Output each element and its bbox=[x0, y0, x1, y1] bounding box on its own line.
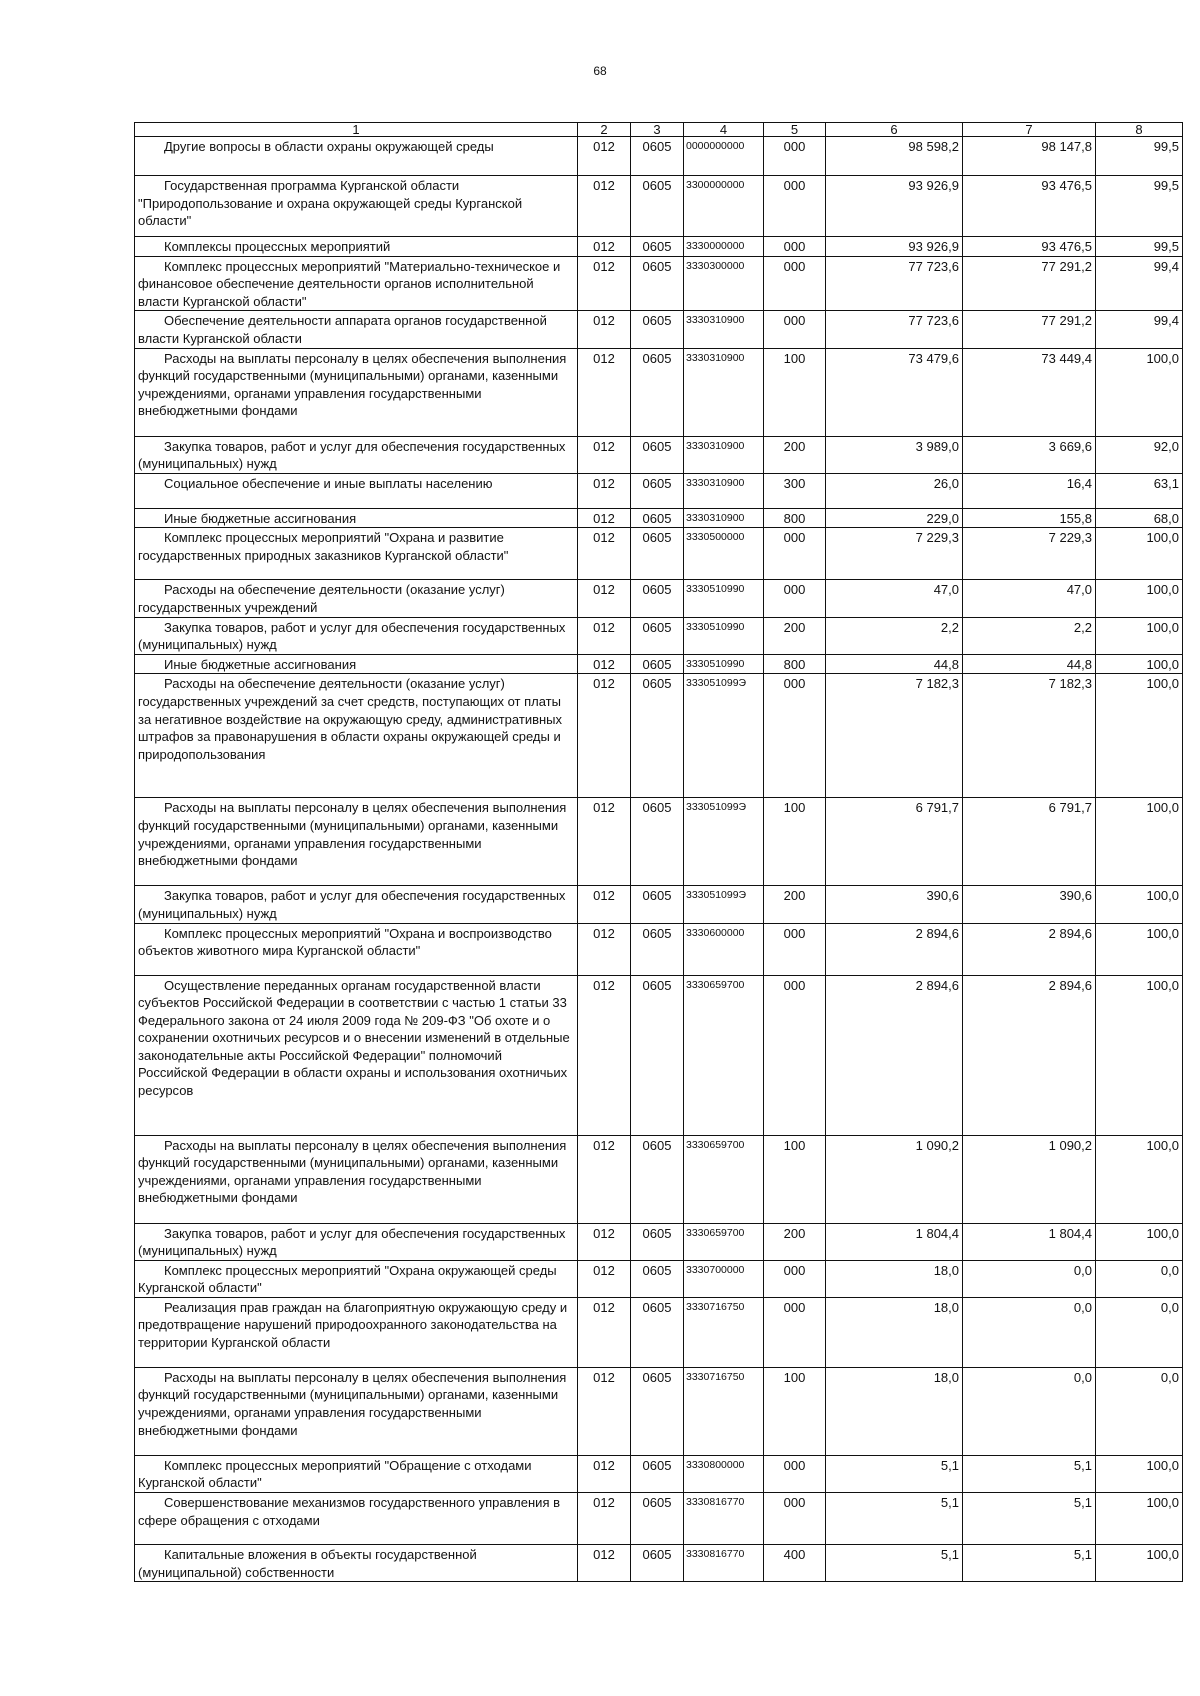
row-percent: 100,0 bbox=[1096, 528, 1183, 580]
row-actual-amount: 47,0 bbox=[963, 580, 1096, 617]
row-percent: 100,0 bbox=[1096, 1223, 1183, 1260]
row-section-code: 0605 bbox=[631, 798, 684, 886]
table-row bbox=[135, 1297, 1183, 1367]
row-planned-amount: 5,1 bbox=[826, 1455, 963, 1492]
row-name bbox=[135, 311, 578, 348]
row-expense-type: 200 bbox=[764, 1223, 826, 1260]
row-percent: 99,5 bbox=[1096, 237, 1183, 257]
column-header: 3 bbox=[631, 123, 684, 137]
row-expense-type: 000 bbox=[764, 674, 826, 798]
row-section-code: 0605 bbox=[631, 1367, 684, 1455]
row-admin-code: 012 bbox=[578, 798, 631, 886]
row-planned-amount: 7 182,3 bbox=[826, 674, 963, 798]
row-actual-amount: 7 229,3 bbox=[963, 528, 1096, 580]
row-planned-amount: 390,6 bbox=[826, 886, 963, 923]
column-header: 1 bbox=[135, 123, 578, 137]
row-percent: 100,0 bbox=[1096, 886, 1183, 923]
column-header: 8 bbox=[1096, 123, 1183, 137]
row-percent: 100,0 bbox=[1096, 923, 1183, 975]
row-section-code: 0605 bbox=[631, 1260, 684, 1297]
row-admin-code: 012 bbox=[578, 473, 631, 508]
table-row bbox=[135, 237, 1183, 257]
row-target-code: 3330659700 bbox=[684, 975, 764, 1135]
table-row bbox=[135, 654, 1183, 674]
row-planned-amount: 1 804,4 bbox=[826, 1223, 963, 1260]
row-admin-code: 012 bbox=[578, 508, 631, 528]
row-section-code: 0605 bbox=[631, 176, 684, 237]
row-admin-code: 012 bbox=[578, 1493, 631, 1545]
row-actual-amount: 5,1 bbox=[963, 1545, 1096, 1582]
row-name bbox=[135, 237, 578, 257]
row-target-code: 3330600000 bbox=[684, 923, 764, 975]
row-admin-code: 012 bbox=[578, 1135, 631, 1223]
row-section-code: 0605 bbox=[631, 436, 684, 473]
row-planned-amount: 73 479,6 bbox=[826, 348, 963, 436]
row-planned-amount: 26,0 bbox=[826, 473, 963, 508]
table-row bbox=[135, 1260, 1183, 1297]
row-admin-code: 012 bbox=[578, 923, 631, 975]
row-name bbox=[135, 674, 578, 798]
row-actual-amount: 16,4 bbox=[963, 473, 1096, 508]
row-name bbox=[135, 436, 578, 473]
row-actual-amount: 7 182,3 bbox=[963, 674, 1096, 798]
row-name bbox=[135, 1135, 578, 1223]
row-admin-code: 012 bbox=[578, 237, 631, 257]
row-name bbox=[135, 1455, 578, 1492]
row-expense-type: 000 bbox=[764, 1297, 826, 1367]
row-name-text: Закупка товаров, работ и услуг для обеспечения государственных (муниципальных) нужд bbox=[138, 619, 566, 653]
row-expense-type: 800 bbox=[764, 654, 826, 674]
row-planned-amount: 1 090,2 bbox=[826, 1135, 963, 1223]
row-section-code: 0605 bbox=[631, 886, 684, 923]
table-row bbox=[135, 473, 1183, 508]
row-admin-code: 012 bbox=[578, 1260, 631, 1297]
row-target-code: 3330510990 bbox=[684, 580, 764, 617]
row-name-text: Комплексы процессных мероприятий bbox=[164, 239, 391, 254]
row-name-text: Расходы на выплаты персоналу в целях обеспечения выполнения функций государственными (муниципальными) органами, казенными учреждениями, органами управления государственными внебюджетными фондами bbox=[138, 1369, 567, 1438]
row-expense-type: 000 bbox=[764, 176, 826, 237]
row-planned-amount: 5,1 bbox=[826, 1493, 963, 1545]
row-section-code: 0605 bbox=[631, 311, 684, 348]
row-percent: 99,5 bbox=[1096, 137, 1183, 176]
row-percent: 100,0 bbox=[1096, 1135, 1183, 1223]
row-planned-amount: 5,1 bbox=[826, 1545, 963, 1582]
row-admin-code: 012 bbox=[578, 654, 631, 674]
row-expense-type: 000 bbox=[764, 580, 826, 617]
row-admin-code: 012 bbox=[578, 311, 631, 348]
row-name bbox=[135, 654, 578, 674]
table-row bbox=[135, 436, 1183, 473]
row-name-text: Обеспечение деятельности аппарата органов государственной власти Курганской области bbox=[138, 313, 547, 346]
table-header-row bbox=[135, 123, 1183, 137]
row-name bbox=[135, 348, 578, 436]
row-section-code: 0605 bbox=[631, 1135, 684, 1223]
row-admin-code: 012 bbox=[578, 1223, 631, 1260]
row-expense-type: 000 bbox=[764, 975, 826, 1135]
row-name-text: Капитальные вложения в объекты государственной (муниципальной) собственности bbox=[138, 1547, 477, 1580]
row-name-text: Расходы на выплаты персоналу в целях обеспечения выполнения функций государственными (муниципальными) органами, казенными учреждениями, органами управления государственными внебюджетными фондами bbox=[138, 350, 567, 419]
row-target-code: 3330310900 bbox=[684, 508, 764, 528]
row-actual-amount: 5,1 bbox=[963, 1493, 1096, 1545]
row-name-text: Иные бюджетные ассигнования bbox=[164, 656, 357, 672]
table-row bbox=[135, 975, 1183, 1135]
row-planned-amount: 93 926,9 bbox=[826, 237, 963, 257]
row-name bbox=[135, 137, 578, 176]
row-name-text: Реализация прав граждан на благоприятную окружающую среду и предотвращение нарушений природоохранного законодательства на территории Курганской области bbox=[138, 1299, 568, 1351]
row-actual-amount: 2 894,6 bbox=[963, 923, 1096, 975]
table-row bbox=[135, 1455, 1183, 1492]
table-row bbox=[135, 176, 1183, 237]
row-percent: 100,0 bbox=[1096, 674, 1183, 798]
row-target-code: 3330816770 bbox=[684, 1493, 764, 1545]
row-planned-amount: 18,0 bbox=[826, 1367, 963, 1455]
row-percent: 92,0 bbox=[1096, 436, 1183, 473]
row-admin-code: 012 bbox=[578, 1367, 631, 1455]
row-target-code: 3330310900 bbox=[684, 348, 764, 436]
row-section-code: 0605 bbox=[631, 1223, 684, 1260]
row-percent: 0,0 bbox=[1096, 1260, 1183, 1297]
row-target-code: 3330300000 bbox=[684, 256, 764, 311]
row-name bbox=[135, 1297, 578, 1367]
table-body bbox=[135, 123, 1183, 1582]
table-row bbox=[135, 137, 1183, 176]
row-name bbox=[135, 580, 578, 617]
row-actual-amount: 155,8 bbox=[963, 508, 1096, 528]
row-section-code: 0605 bbox=[631, 348, 684, 436]
row-expense-type: 000 bbox=[764, 923, 826, 975]
column-header: 7 bbox=[963, 123, 1096, 137]
row-name bbox=[135, 508, 578, 528]
row-planned-amount: 18,0 bbox=[826, 1260, 963, 1297]
row-admin-code: 012 bbox=[578, 528, 631, 580]
table-row bbox=[135, 1493, 1183, 1545]
row-percent: 100,0 bbox=[1096, 798, 1183, 886]
row-name-text: Закупка товаров, работ и услуг для обеспечения государственных (муниципальных) нужд bbox=[138, 888, 566, 921]
table-row bbox=[135, 798, 1183, 886]
row-section-code: 0605 bbox=[631, 923, 684, 975]
row-planned-amount: 93 926,9 bbox=[826, 176, 963, 237]
row-expense-type: 200 bbox=[764, 886, 826, 923]
row-target-code: 3330000000 bbox=[684, 237, 764, 257]
row-planned-amount: 2,2 bbox=[826, 617, 963, 654]
row-section-code: 0605 bbox=[631, 508, 684, 528]
row-name-text: Комплекс процессных мероприятий "Охрана и развитие государственных природных заказников Курганской области" bbox=[138, 530, 509, 563]
row-admin-code: 012 bbox=[578, 580, 631, 617]
row-planned-amount: 229,0 bbox=[826, 508, 963, 528]
row-name bbox=[135, 617, 578, 654]
row-planned-amount: 47,0 bbox=[826, 580, 963, 617]
row-name bbox=[135, 1545, 578, 1582]
row-section-code: 0605 bbox=[631, 1493, 684, 1545]
row-planned-amount: 3 989,0 bbox=[826, 436, 963, 473]
row-expense-type: 000 bbox=[764, 311, 826, 348]
row-expense-type: 300 bbox=[764, 473, 826, 508]
row-percent: 100,0 bbox=[1096, 975, 1183, 1135]
row-name-text: Закупка товаров, работ и услуг для обеспечения государственных (муниципальных) нужд bbox=[138, 438, 566, 472]
row-percent: 100,0 bbox=[1096, 1545, 1183, 1582]
row-percent: 100,0 bbox=[1096, 1493, 1183, 1545]
row-section-code: 0605 bbox=[631, 654, 684, 674]
column-header: 6 bbox=[826, 123, 963, 137]
row-target-code: 3330716750 bbox=[684, 1367, 764, 1455]
row-actual-amount: 44,8 bbox=[963, 654, 1096, 674]
row-percent: 100,0 bbox=[1096, 654, 1183, 674]
row-expense-type: 000 bbox=[764, 237, 826, 257]
row-actual-amount: 0,0 bbox=[963, 1297, 1096, 1367]
row-section-code: 0605 bbox=[631, 580, 684, 617]
row-actual-amount: 73 449,4 bbox=[963, 348, 1096, 436]
row-section-code: 0605 bbox=[631, 1455, 684, 1492]
row-target-code: 333051099Э bbox=[684, 798, 764, 886]
row-expense-type: 100 bbox=[764, 348, 826, 436]
row-section-code: 0605 bbox=[631, 674, 684, 798]
row-expense-type: 100 bbox=[764, 798, 826, 886]
row-actual-amount: 1 090,2 bbox=[963, 1135, 1096, 1223]
column-header: 5 bbox=[764, 123, 826, 137]
row-target-code: 3300000000 bbox=[684, 176, 764, 237]
row-admin-code: 012 bbox=[578, 1297, 631, 1367]
row-admin-code: 012 bbox=[578, 1455, 631, 1492]
row-percent: 68,0 bbox=[1096, 508, 1183, 528]
row-section-code: 0605 bbox=[631, 473, 684, 508]
table-row bbox=[135, 256, 1183, 311]
row-target-code: 3330500000 bbox=[684, 528, 764, 580]
row-section-code: 0605 bbox=[631, 237, 684, 257]
row-name bbox=[135, 1260, 578, 1297]
row-section-code: 0605 bbox=[631, 1297, 684, 1367]
row-percent: 0,0 bbox=[1096, 1367, 1183, 1455]
row-name-text: Комплекс процессных мероприятий "Охрана и воспроизводство объектов животного мира Курганской области" bbox=[138, 925, 552, 959]
row-expense-type: 100 bbox=[764, 1135, 826, 1223]
row-name bbox=[135, 923, 578, 975]
row-planned-amount: 7 229,3 bbox=[826, 528, 963, 580]
row-admin-code: 012 bbox=[578, 436, 631, 473]
row-expense-type: 000 bbox=[764, 528, 826, 580]
table-row bbox=[135, 923, 1183, 975]
row-actual-amount: 77 291,2 bbox=[963, 311, 1096, 348]
table-row bbox=[135, 1545, 1183, 1582]
row-name-text: Закупка товаров, работ и услуг для обеспечения государственных (муниципальных) нужд bbox=[138, 1225, 566, 1259]
row-actual-amount: 0,0 bbox=[963, 1367, 1096, 1455]
row-name-text: Комплекс процессных мероприятий "Обращение с отходами Курганской области" bbox=[138, 1457, 532, 1491]
row-section-code: 0605 bbox=[631, 975, 684, 1135]
row-admin-code: 012 bbox=[578, 886, 631, 923]
row-name bbox=[135, 1367, 578, 1455]
row-actual-amount: 77 291,2 bbox=[963, 256, 1096, 311]
row-expense-type: 000 bbox=[764, 1493, 826, 1545]
row-section-code: 0605 bbox=[631, 528, 684, 580]
row-name bbox=[135, 473, 578, 508]
table-row bbox=[135, 508, 1183, 528]
row-planned-amount: 77 723,6 bbox=[826, 256, 963, 311]
row-name bbox=[135, 798, 578, 886]
row-expense-type: 800 bbox=[764, 508, 826, 528]
column-header: 2 bbox=[578, 123, 631, 137]
row-section-code: 0605 bbox=[631, 617, 684, 654]
row-actual-amount: 3 669,6 bbox=[963, 436, 1096, 473]
row-name-text: Иные бюджетные ассигнования bbox=[164, 510, 357, 526]
row-target-code: 3330310900 bbox=[684, 311, 764, 348]
table-row bbox=[135, 528, 1183, 580]
row-name-text: Комплекс процессных мероприятий "Материально-техническое и финансовое обеспечение деятельности органов исполнительной власти Курганской области" bbox=[138, 258, 561, 309]
row-planned-amount: 77 723,6 bbox=[826, 311, 963, 348]
row-admin-code: 012 bbox=[578, 137, 631, 176]
row-actual-amount: 93 476,5 bbox=[963, 237, 1096, 257]
row-admin-code: 012 bbox=[578, 348, 631, 436]
row-expense-type: 000 bbox=[764, 256, 826, 311]
row-admin-code: 012 bbox=[578, 674, 631, 798]
row-name-text: Расходы на обеспечение деятельности (оказание услуг) государственных учреждений за счет средств, поступающих от платы за негативное воздействие на окружающую среду, административных штрафов за правонарушения в области охраны окружающей среды и природопользования bbox=[138, 676, 563, 762]
row-target-code: 3330310900 bbox=[684, 473, 764, 508]
row-name-text: Комплекс процессных мероприятий "Охрана окружающей среды Курганской области" bbox=[138, 1262, 557, 1296]
row-actual-amount: 2,2 bbox=[963, 617, 1096, 654]
column-header: 4 bbox=[684, 123, 764, 137]
row-name bbox=[135, 256, 578, 311]
row-name-text: Осуществление переданных органам государственной власти субъектов Российской Федерации в соответствии с частью 1 статьи 33 Федерального закона от 24 июля 2009 года № 209-ФЗ "Об охоте и о сохранении охотничьих ресурсов и о внесении изменений в отдельные законодательные акты Российской Федерации" полномочий Российской Федерации в области охраны и использования охотничьих ресурсов bbox=[138, 977, 570, 1099]
row-name-text: Расходы на обеспечение деятельности (оказание услуг) государственных учреждений bbox=[138, 582, 505, 615]
row-name-text: Расходы на выплаты персоналу в целях обеспечения выполнения функций государственными (муниципальными) органами, казенными учреждениями, органами управления государственными внебюджетными фондами bbox=[138, 1137, 567, 1206]
row-name bbox=[135, 176, 578, 237]
row-section-code: 0605 bbox=[631, 137, 684, 176]
row-target-code: 3330816770 bbox=[684, 1545, 764, 1582]
row-target-code: 3330510990 bbox=[684, 654, 764, 674]
row-expense-type: 000 bbox=[764, 137, 826, 176]
page-number: 68 bbox=[593, 64, 607, 78]
row-percent: 100,0 bbox=[1096, 580, 1183, 617]
row-expense-type: 000 bbox=[764, 1455, 826, 1492]
row-name-text: Государственная программа Курганской области "Природопользование и охрана окружающей среды Курганской области" bbox=[138, 178, 523, 229]
row-name bbox=[135, 1493, 578, 1545]
row-target-code: 3330800000 bbox=[684, 1455, 764, 1492]
row-target-code: 3330310900 bbox=[684, 436, 764, 473]
table-row bbox=[135, 674, 1183, 798]
table-row bbox=[135, 1223, 1183, 1260]
row-planned-amount: 6 791,7 bbox=[826, 798, 963, 886]
row-planned-amount: 98 598,2 bbox=[826, 137, 963, 176]
row-name bbox=[135, 975, 578, 1135]
row-percent: 99,4 bbox=[1096, 256, 1183, 311]
table-row bbox=[135, 1367, 1183, 1455]
table-row bbox=[135, 1135, 1183, 1223]
row-actual-amount: 5,1 bbox=[963, 1455, 1096, 1492]
table-row bbox=[135, 886, 1183, 923]
row-expense-type: 100 bbox=[764, 1367, 826, 1455]
budget-table bbox=[134, 122, 1183, 1582]
row-name-text: Другие вопросы в области охраны окружающей среды bbox=[164, 139, 494, 154]
row-percent: 100,0 bbox=[1096, 1455, 1183, 1492]
row-actual-amount: 390,6 bbox=[963, 886, 1096, 923]
row-percent: 99,5 bbox=[1096, 176, 1183, 237]
row-actual-amount: 2 894,6 bbox=[963, 975, 1096, 1135]
row-target-code: 0000000000 bbox=[684, 137, 764, 176]
row-target-code: 3330700000 bbox=[684, 1260, 764, 1297]
row-name-text: Совершенствование механизмов государственного управления в сфере обращения с отходами bbox=[138, 1495, 560, 1528]
row-target-code: 3330659700 bbox=[684, 1135, 764, 1223]
row-section-code: 0605 bbox=[631, 256, 684, 311]
row-section-code: 0605 bbox=[631, 1545, 684, 1582]
row-percent: 63,1 bbox=[1096, 473, 1183, 508]
row-name-text: Расходы на выплаты персоналу в целях обеспечения выполнения функций государственными (муниципальными) органами, казенными учреждениями, органами управления государственными внебюджетными фондами bbox=[138, 800, 567, 869]
row-percent: 99,4 bbox=[1096, 311, 1183, 348]
row-expense-type: 200 bbox=[764, 617, 826, 654]
row-target-code: 333051099Э bbox=[684, 886, 764, 923]
table-row bbox=[135, 580, 1183, 617]
row-actual-amount: 6 791,7 bbox=[963, 798, 1096, 886]
row-expense-type: 200 bbox=[764, 436, 826, 473]
row-expense-type: 000 bbox=[764, 1260, 826, 1297]
row-planned-amount: 18,0 bbox=[826, 1297, 963, 1367]
row-admin-code: 012 bbox=[578, 256, 631, 311]
row-admin-code: 012 bbox=[578, 617, 631, 654]
row-planned-amount: 2 894,6 bbox=[826, 975, 963, 1135]
row-target-code: 3330716750 bbox=[684, 1297, 764, 1367]
row-target-code: 3330510990 bbox=[684, 617, 764, 654]
row-admin-code: 012 bbox=[578, 975, 631, 1135]
row-name bbox=[135, 886, 578, 923]
row-expense-type: 400 bbox=[764, 1545, 826, 1582]
row-percent: 100,0 bbox=[1096, 617, 1183, 654]
row-target-code: 3330659700 bbox=[684, 1223, 764, 1260]
row-actual-amount: 98 147,8 bbox=[963, 137, 1096, 176]
row-planned-amount: 2 894,6 bbox=[826, 923, 963, 975]
row-actual-amount: 0,0 bbox=[963, 1260, 1096, 1297]
row-planned-amount: 44,8 bbox=[826, 654, 963, 674]
table-row bbox=[135, 617, 1183, 654]
row-name bbox=[135, 528, 578, 580]
row-name-text: Социальное обеспечение и иные выплаты населению bbox=[164, 475, 493, 491]
table-row bbox=[135, 311, 1183, 348]
row-name bbox=[135, 1223, 578, 1260]
row-percent: 100,0 bbox=[1096, 348, 1183, 436]
row-actual-amount: 93 476,5 bbox=[963, 176, 1096, 237]
row-admin-code: 012 bbox=[578, 1545, 631, 1582]
row-actual-amount: 1 804,4 bbox=[963, 1223, 1096, 1260]
row-target-code: 333051099Э bbox=[684, 674, 764, 798]
row-percent: 0,0 bbox=[1096, 1297, 1183, 1367]
row-admin-code: 012 bbox=[578, 176, 631, 237]
table-row bbox=[135, 348, 1183, 436]
